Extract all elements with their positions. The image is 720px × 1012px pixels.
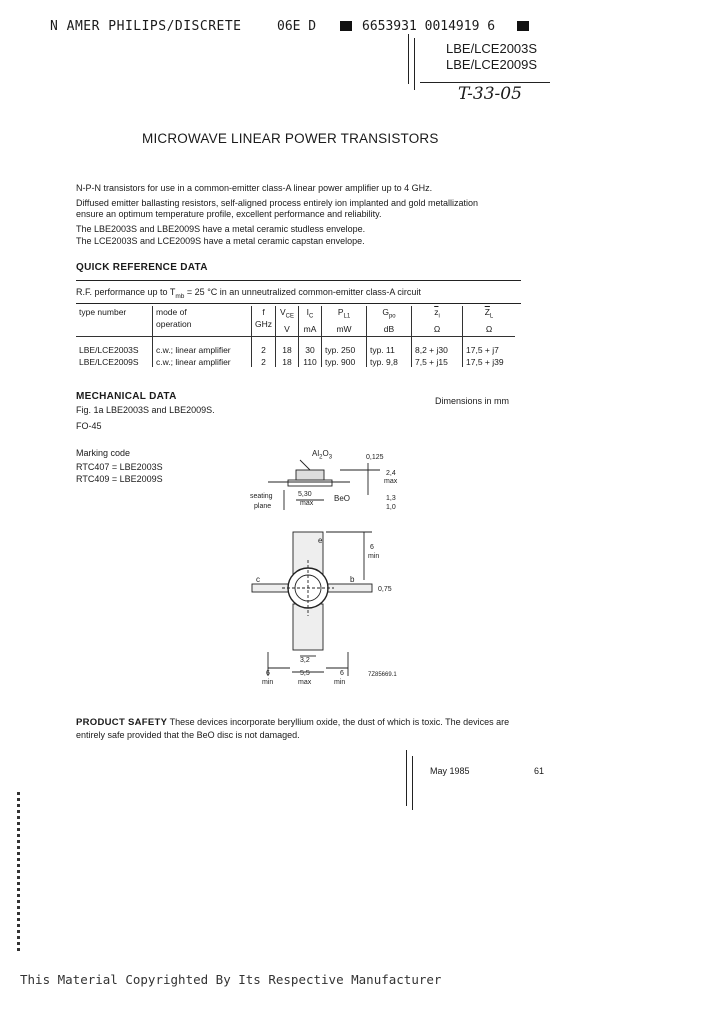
dim-6-right-min: min — [368, 553, 380, 560]
col-gpo: $G_{po}$ dB — [367, 306, 412, 337]
cell-mode: c.w.; linear amplifier — [153, 355, 252, 367]
dim-6-right: 6 — [370, 544, 374, 551]
dim-24: 2,4 — [386, 470, 396, 477]
cell-vce: 18 — [276, 355, 299, 367]
col-ic: $I_C$ mA — [299, 306, 322, 337]
cell-type: LBE/LCE2009S — [79, 357, 139, 367]
side-view-body — [288, 480, 332, 486]
pin-e-label: e — [318, 536, 323, 545]
header-code: 06E D — [277, 19, 317, 34]
cell-f: 2 — [252, 355, 276, 367]
marking-code-2: RTC409 = LBE2009S — [76, 474, 163, 484]
dim-075: 0,75 — [378, 586, 392, 593]
cell-zi: 8,2 + j30 — [412, 337, 463, 356]
dim-55: 5,5 — [300, 670, 310, 677]
dim-6-left: 6 — [266, 670, 270, 677]
product-safety-line-2: entirely safe provided that the BeO disc is not damaged. — [76, 730, 300, 740]
quick-reference-condition: R.F. performance up to $T_{mb} = 25$ °C in an unneutralized common-emitter class-A circuit — [76, 287, 421, 300]
cell-zl: 17,5 + j7 — [463, 337, 516, 356]
copyright-notice: This Material Copyrighted By Its Respective Manufacturer — [20, 972, 442, 987]
package-code: FO-45 — [76, 421, 102, 431]
figure-caption: Fig. 1a LBE2003S and LBE2009S. — [76, 405, 215, 415]
page-title: MICROWAVE LINEAR POWER TRANSISTORS — [142, 131, 439, 146]
cell-f: 2 — [252, 337, 276, 356]
label-plane: plane — [254, 503, 272, 510]
cell-ic: 30 — [299, 337, 322, 356]
dimensions-note: Dimensions in mm — [435, 396, 510, 406]
intro-line-2: Diffused emitter ballasting resistors, self-aligned process entirely ion implanted and gold metallization — [76, 198, 479, 208]
part-number-1: LBE/LCE2003S — [446, 41, 538, 56]
page-number: 61 — [534, 766, 545, 776]
company-header: N AMER PHILIPS/DISCRETE — [50, 19, 242, 34]
dim-10: 1,0 — [386, 504, 396, 511]
side-view-cap — [296, 470, 324, 480]
label-al2o3: $Al_2O_3$ — [312, 449, 333, 461]
cell-zi: 7,5 + j15 — [412, 355, 463, 367]
dim-530-max: max — [300, 500, 314, 507]
dim-6-bottom-min: min — [334, 679, 346, 686]
dim-0125: 0,125 — [366, 454, 384, 461]
handwritten-code: T-33-05 — [458, 84, 522, 104]
footer-rule-right — [412, 756, 413, 810]
intro-line-1: N-P-N transistors for use in a common-emitter class-A linear power amplifier up to 4 GHz. — [76, 183, 433, 193]
al2o3-leader — [300, 460, 310, 470]
intro-line-3: ensure an optimum temperature profile, excellent performance and reliability. — [76, 209, 382, 219]
pin-c-label: c — [256, 575, 260, 584]
header-numbers: 6653931 0014919 6 — [362, 19, 496, 34]
footer-rule-left — [406, 750, 407, 806]
dim-6-bottom: 6 — [340, 670, 344, 677]
intro-line-5: The LCE2003S and LCE2009S have a metal ceramic capstan envelope. — [76, 236, 365, 246]
cell-vce: 18 — [276, 337, 299, 356]
dim-6-left-min: min — [262, 679, 274, 686]
col-vce: $V_{CE}$ V — [276, 306, 299, 337]
cell-zl: 17,5 + j39 — [463, 355, 516, 367]
dim-530: 5,30 — [298, 491, 312, 498]
col-zl: $\overline{Z}_L$ Ω — [463, 306, 516, 337]
col-pl: $P_{L1}$ mW — [322, 306, 367, 337]
marking-code-1: RTC407 = LBE2003S — [76, 462, 163, 472]
label-beo: BeO — [334, 494, 351, 503]
footer-date: May 1985 — [430, 766, 470, 776]
quick-reference-heading: QUICK REFERENCE DATA — [76, 262, 208, 273]
pin-b-label: b — [350, 575, 355, 584]
product-safety: PRODUCT SAFETY These devices incorporate beryllium oxide, the dust of which is toxic. The devices are — [76, 717, 510, 728]
dim-55-max: max — [298, 679, 312, 686]
marking-heading: Marking code — [76, 448, 131, 458]
dim-13: 1,3 — [386, 495, 396, 502]
col-zi: $\overline{z}_i$ Ω — [412, 306, 463, 337]
dim-32: 3,2 — [300, 657, 310, 664]
col-type-number: type number — [76, 306, 153, 337]
cell-type: LBE/LCE2003S — [79, 345, 139, 355]
dim-24-max: max — [384, 478, 398, 485]
drawing-reference: 7Z85669.1 — [368, 672, 397, 678]
cell-ic: 110 — [299, 355, 322, 367]
part-number-2: LBE/LCE2009S — [446, 57, 538, 72]
intro-line-4: The LBE2003S and LBE2009S have a metal ceramic studless envelope. — [76, 224, 366, 234]
scan-mark-left-edge — [17, 792, 20, 952]
cell-gpo: typ. 11 — [367, 337, 412, 356]
label-seating: seating — [250, 493, 273, 500]
mechanical-heading: MECHANICAL DATA — [76, 391, 177, 402]
col-f: f GHz — [252, 306, 276, 337]
cell-pl: typ. 900 — [322, 355, 367, 367]
col-mode: mode of operation — [153, 306, 252, 337]
cell-mode: c.w.; linear amplifier — [153, 337, 252, 356]
cell-pl: typ. 250 — [322, 337, 367, 356]
cell-gpo: typ. 9,8 — [367, 355, 412, 367]
